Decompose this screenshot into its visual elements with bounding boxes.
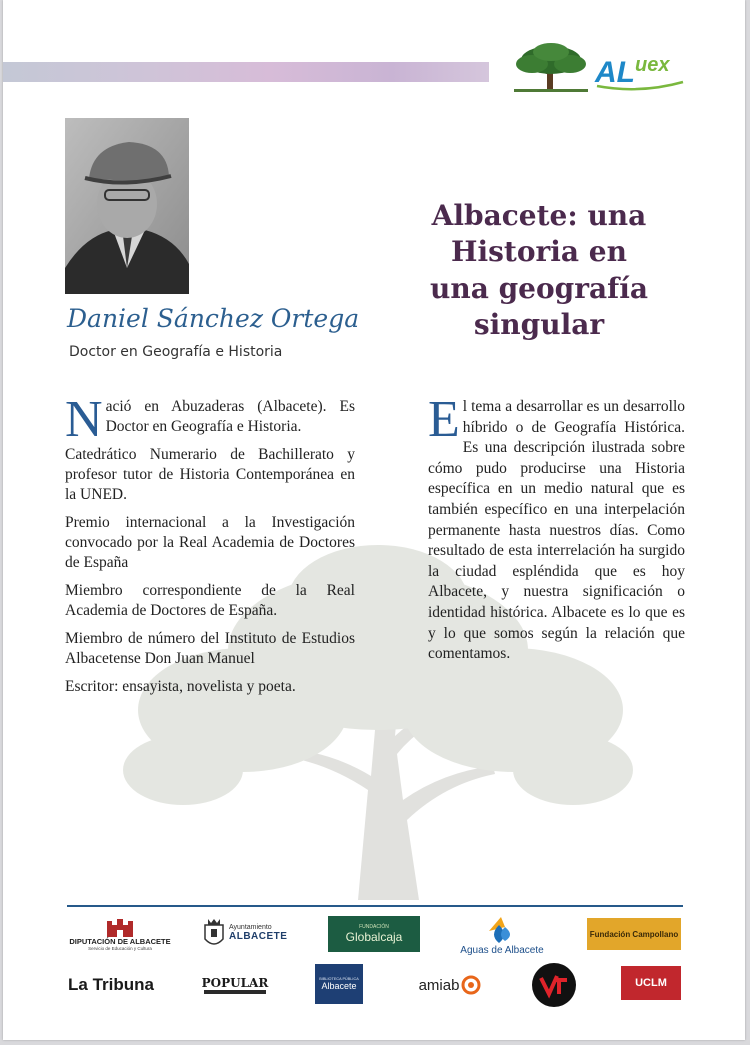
synopsis-dropcap: E (428, 391, 460, 448)
book-title-line: singular (473, 308, 605, 342)
book-title-line: una geografía (430, 271, 648, 305)
uclm-name: UCLM (635, 977, 667, 989)
bio-paragraph (65, 391, 355, 448)
popular-name: POPULAR (201, 976, 269, 990)
aluex-logo (595, 52, 685, 92)
author-photo (65, 118, 189, 294)
city-crest-icon (203, 917, 225, 949)
synopsis-text: l tema a desarrollar es un desarrollo híbrido o de Geografía Histórica. Es una descripción ilustrada sobre cómo pudo producirse una Historia específica en un medio natural que es también específico en una interpelación permanente hasta nuestros días. Como resultado de esta interrelación ha surgido la ciudad espléndida que es hoy Albacete, y nuestra significación o identidad histórica. Albacete es lo que es y lo que somos según la relación que comentamos. (428, 398, 685, 663)
logo-ayuntamiento-albacete (203, 912, 295, 954)
ayuntamiento-name: ALBACETE (229, 931, 288, 942)
footer-divider (67, 905, 683, 907)
bio-paragraph: Catedrático Numerario de Bachillerato y profesor tutor de Historia Contemporánea en la UNED. (65, 446, 355, 503)
logo-biblioteca-albacete (315, 964, 363, 1004)
diputacion-sub: Servicio de Educación y Cultura (88, 946, 152, 951)
biblioteca-name: Albacete (321, 981, 357, 991)
author-name: Daniel Sánchez Ortega (67, 304, 360, 333)
amiab-swirl-icon (461, 975, 481, 995)
author-bio (65, 391, 355, 705)
author-title: Doctor en Geografía e Historia (69, 344, 283, 360)
bio-text: ació en Abuzaderas (Albacete). Es Doctor en Geografía e Historia. (105, 398, 355, 435)
popular-underline (204, 990, 266, 994)
logo-fundacion-campollano (587, 918, 681, 950)
bio-paragraph: Miembro de número del Instituto de Estudios Albacetense Don Juan Manuel (65, 630, 355, 667)
book-title-line: Albacete: una (431, 199, 647, 232)
logo-diputacion-albacete (67, 912, 173, 958)
synopsis-paragraph (428, 391, 685, 665)
castle-icon (105, 919, 135, 937)
amiab-name: amiab (418, 976, 460, 994)
globalcaja-top: FUNDACIÓN (359, 924, 389, 930)
book-synopsis (428, 391, 685, 665)
book-title (423, 198, 655, 344)
bio-dropcap: N (65, 391, 103, 448)
latribuna-name: La Tribuna (68, 975, 154, 994)
logo-amiab (409, 970, 491, 1000)
bio-paragraph: Escritor: ensayista, novelista y poeta. (65, 678, 296, 695)
diputacion-name: DIPUTACIÓN DE ALBACETE (69, 937, 171, 946)
campollano-name: Fundación Campollano (589, 929, 679, 939)
logo-popular (201, 972, 269, 998)
logo-fundacion-globalcaja (328, 916, 420, 952)
vf-circle-logo-icon (531, 962, 577, 1008)
bio-paragraph: Miembro correspondiente de la Real Academia de Doctores de España. (65, 582, 355, 619)
logo-uclm (621, 966, 681, 1000)
ayuntamiento-top: Ayuntamiento (229, 924, 272, 931)
page (3, 0, 745, 1040)
book-title-line: Historia en (451, 235, 627, 269)
logo-la-tribuna (65, 970, 157, 1000)
oak-tree-icon (510, 40, 592, 94)
aluex-swoosh-icon (595, 80, 685, 92)
biblioteca-top: BIBLIOTECA PÚBLICA (319, 977, 359, 981)
header-gradient-bar (3, 62, 489, 82)
logo-aguas-albacete (455, 910, 549, 960)
aluex-logo-al: AL (595, 56, 635, 89)
bio-paragraph: Premio internacional a la Investigación convocado por la Real Academia de Doctores de España (65, 514, 355, 571)
water-drop-icon (485, 915, 519, 945)
aluex-logo-uex: uex (635, 54, 670, 76)
aguas-name: Aguas de Albacete (460, 944, 544, 956)
globalcaja-name: Globalcaja (345, 930, 403, 944)
